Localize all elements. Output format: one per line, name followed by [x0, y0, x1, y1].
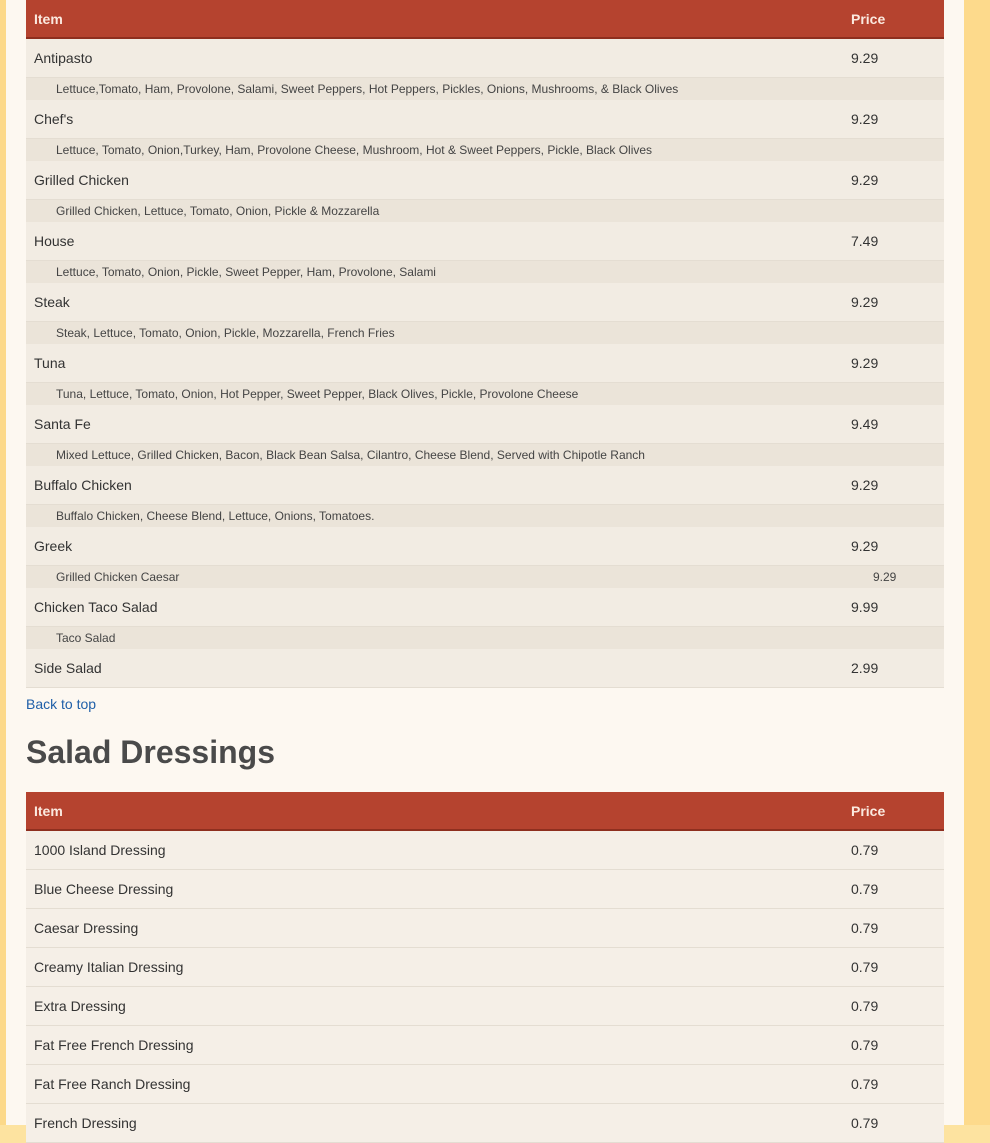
item-description: Lettuce, Tomato, Onion, Pickle, Sweet Pepper, Ham, Provolone, Salami [26, 261, 843, 284]
dressing-name: Fat Free French Dressing [26, 1026, 843, 1065]
item-description-price [843, 200, 944, 223]
dressing-name: Creamy Italian Dressing [26, 948, 843, 987]
item-name: Antipasto [26, 38, 843, 78]
dressing-price: 0.79 [843, 909, 944, 948]
table-row [26, 344, 944, 383]
dressing-price: 0.79 [843, 1065, 944, 1104]
table-row [26, 830, 944, 870]
item-description: Grilled Chicken Caesar [26, 566, 843, 589]
item-description: Grilled Chicken, Lettuce, Tomato, Onion, Pickle & Mozzarella [26, 200, 843, 223]
table-row [26, 283, 944, 322]
item-price: 9.49 [843, 405, 944, 444]
item-description: Mixed Lettuce, Grilled Chicken, Bacon, Black Bean Salsa, Cilantro, Cheese Blend, Served with Chipotle Ranch [26, 444, 843, 467]
item-description: Taco Salad [26, 627, 843, 650]
item-price: 2.99 [843, 649, 944, 688]
item-description-row [26, 627, 944, 650]
dressing-name: Extra Dressing [26, 987, 843, 1026]
item-price: 7.49 [843, 222, 944, 261]
dressing-name: Blue Cheese Dressing [26, 870, 843, 909]
dressings-section [26, 792, 944, 1143]
item-description-row [26, 78, 944, 101]
item-description-price [843, 627, 944, 650]
table-header-row [26, 792, 944, 830]
column-header-price: Price [843, 792, 944, 830]
item-description-row [26, 566, 944, 589]
dressing-name: 1000 Island Dressing [26, 830, 843, 870]
dressing-name: Caesar Dressing [26, 909, 843, 948]
page-content [6, 0, 964, 1131]
dressing-price: 0.79 [843, 1026, 944, 1065]
item-description-price: 9.29 [843, 566, 944, 589]
section-title: Salad Dressings [26, 734, 275, 770]
item-description-row [26, 139, 944, 162]
item-description-row [26, 444, 944, 467]
table-row [26, 100, 944, 139]
item-description: Lettuce, Tomato, Onion,Turkey, Ham, Provolone Cheese, Mushroom, Hot & Sweet Peppers, Pickle, Black Olives [26, 139, 843, 162]
salads-section [26, 0, 944, 688]
item-name: Tuna [26, 344, 843, 383]
table-row [26, 1104, 944, 1143]
dressing-price: 0.79 [843, 1104, 944, 1143]
item-description-price [843, 139, 944, 162]
dressings-table-body [26, 830, 944, 1143]
dressing-price: 0.79 [843, 987, 944, 1026]
item-description-row [26, 383, 944, 406]
table-row [26, 987, 944, 1026]
dressing-price: 0.79 [843, 948, 944, 987]
column-header-item: Item [26, 0, 843, 38]
table-row [26, 649, 944, 688]
item-name: Grilled Chicken [26, 161, 843, 200]
table-row [26, 161, 944, 200]
item-description-price [843, 78, 944, 101]
table-row [26, 1026, 944, 1065]
item-name: Santa Fe [26, 405, 843, 444]
item-name: Side Salad [26, 649, 843, 688]
table-row [26, 466, 944, 505]
back-to-top-link[interactable]: Back to top [26, 696, 97, 712]
item-description-price [843, 261, 944, 284]
item-price: 9.29 [843, 466, 944, 505]
table-row [26, 1065, 944, 1104]
item-name: Buffalo Chicken [26, 466, 843, 505]
item-price: 9.29 [843, 527, 944, 566]
item-description: Tuna, Lettuce, Tomato, Onion, Hot Pepper, Sweet Pepper, Black Olives, Pickle, Provolone Cheese [26, 383, 843, 406]
item-price: 9.99 [843, 588, 944, 627]
column-header-item: Item [26, 792, 843, 830]
item-name: House [26, 222, 843, 261]
item-name: Chef's [26, 100, 843, 139]
item-description-price [843, 383, 944, 406]
page-right-stripe [964, 0, 990, 1125]
table-row [26, 527, 944, 566]
item-description-price [843, 505, 944, 528]
table-row [26, 870, 944, 909]
item-price: 9.29 [843, 283, 944, 322]
table-row [26, 948, 944, 987]
salads-table [26, 0, 944, 688]
dressings-table [26, 792, 944, 1143]
table-row [26, 405, 944, 444]
dressing-price: 0.79 [843, 830, 944, 870]
item-description: Buffalo Chicken, Cheese Blend, Lettuce, Onions, Tomatoes. [26, 505, 843, 528]
item-description-row [26, 200, 944, 223]
dressing-price: 0.79 [843, 870, 944, 909]
item-name: Chicken Taco Salad [26, 588, 843, 627]
table-row [26, 909, 944, 948]
item-description: Steak, Lettuce, Tomato, Onion, Pickle, Mozzarella, French Fries [26, 322, 843, 345]
item-price: 9.29 [843, 161, 944, 200]
item-description: Lettuce,Tomato, Ham, Provolone, Salami, Sweet Peppers, Hot Peppers, Pickles, Onions, Mushrooms, & Black Olives [26, 78, 843, 101]
item-price: 9.29 [843, 100, 944, 139]
table-row [26, 38, 944, 78]
table-header-row [26, 0, 944, 38]
item-name: Steak [26, 283, 843, 322]
item-price: 9.29 [843, 38, 944, 78]
item-price: 9.29 [843, 344, 944, 383]
item-description-row [26, 505, 944, 528]
item-description-row [26, 322, 944, 345]
item-description-price [843, 444, 944, 467]
item-name: Greek [26, 527, 843, 566]
salads-table-body [26, 38, 944, 688]
dressing-name: French Dressing [26, 1104, 843, 1143]
item-description-row [26, 261, 944, 284]
item-description-price [843, 322, 944, 345]
table-row [26, 588, 944, 627]
table-row [26, 222, 944, 261]
dressing-name: Fat Free Ranch Dressing [26, 1065, 843, 1104]
column-header-price: Price [843, 0, 944, 38]
